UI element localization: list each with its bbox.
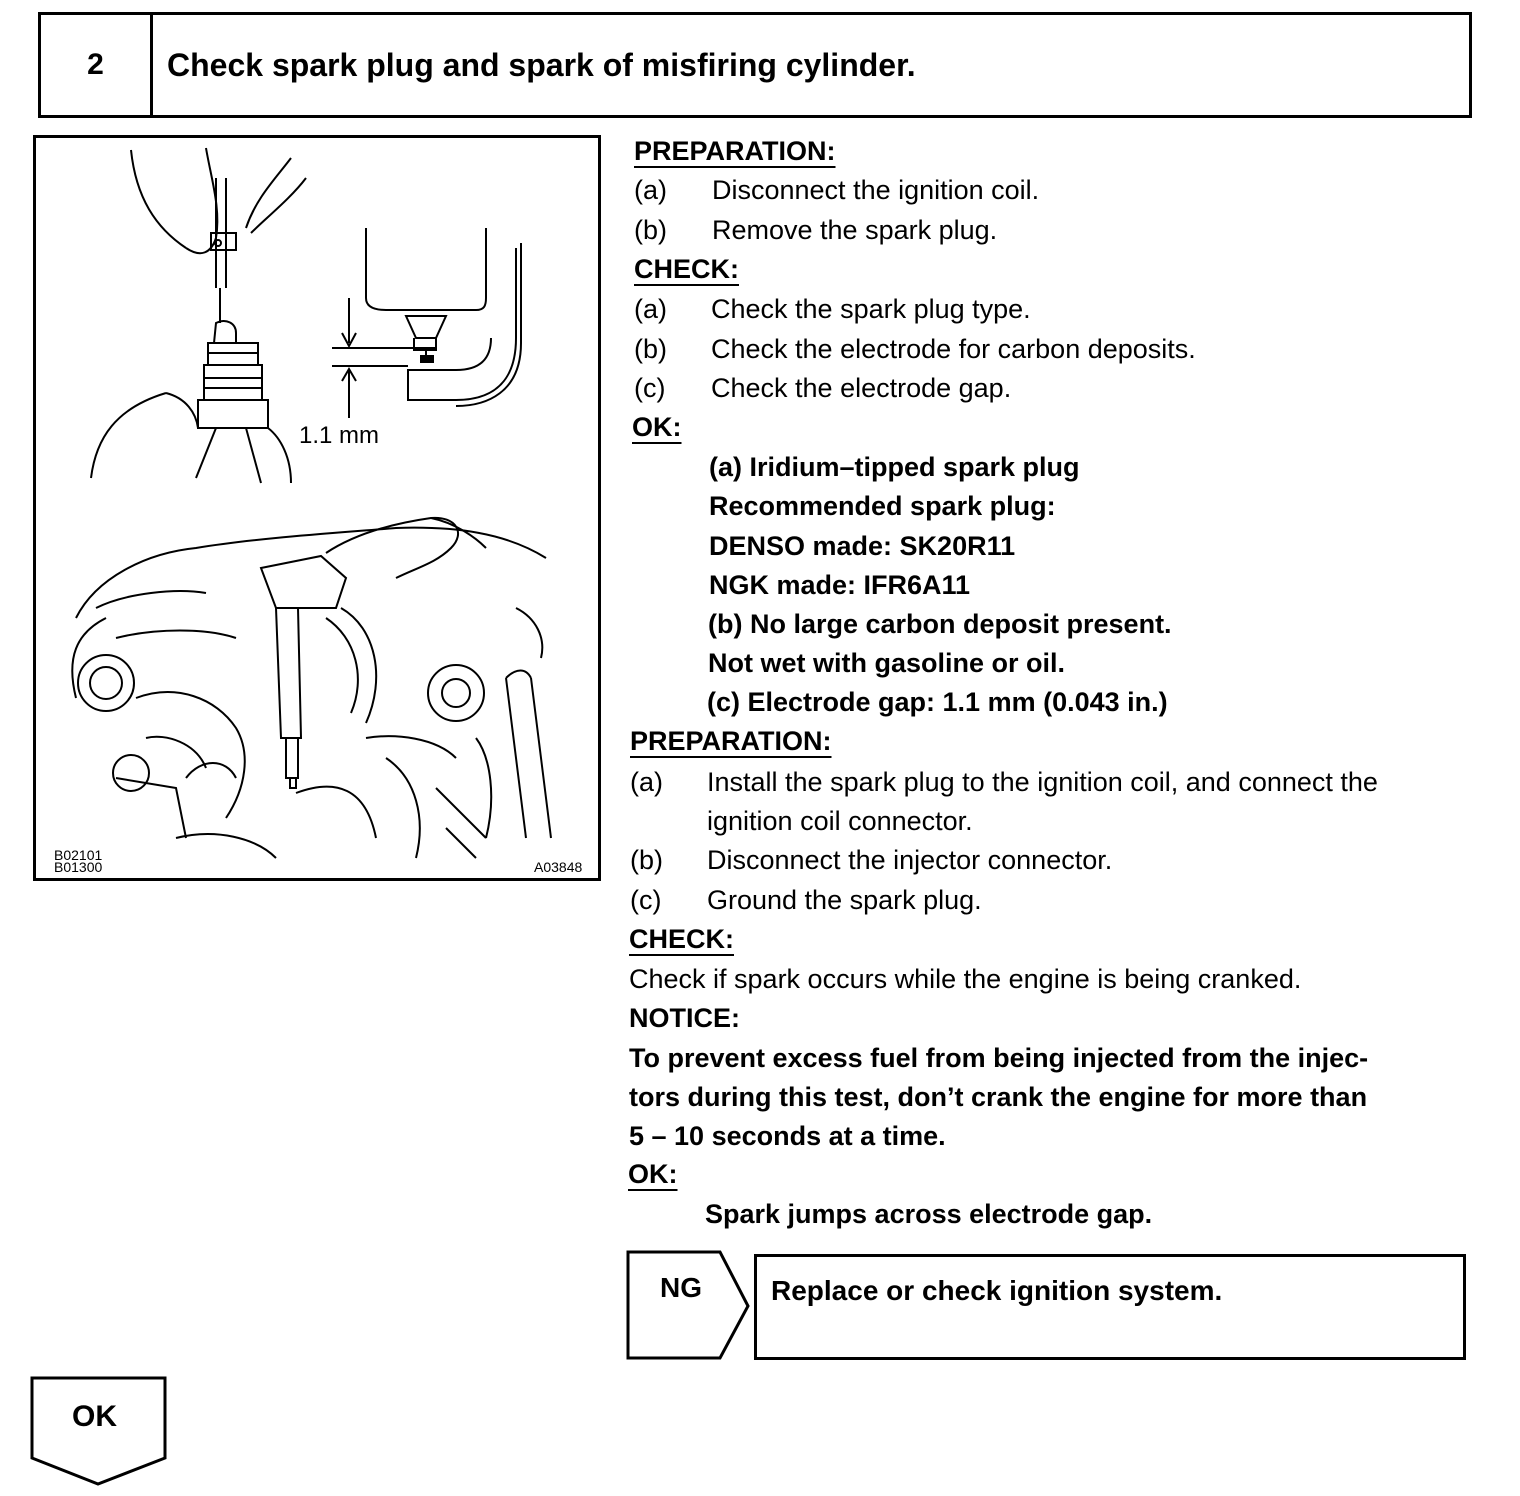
ng-arrow-shape [626,1250,752,1362]
notice-heading: NOTICE: [629,1003,740,1033]
prep2-label-c: (c) [630,885,662,915]
figure-code-1: B02101 [54,847,103,863]
preparation-heading-2: PREPARATION: [630,726,832,756]
check1-label-c: (c) [634,373,666,403]
check2-text: Check if spark occurs while the engine is being cranked. [629,964,1302,994]
ng-label: NG [660,1272,702,1303]
preparation-heading-1: PREPARATION: [634,136,836,166]
check1-text-c: Check the electrode gap. [711,373,1012,403]
illustration-drawing [36,138,598,878]
check-heading-1: CHECK: [634,254,739,284]
step-title: Check spark plug and spark of misfiring cylinder. [167,46,916,83]
ok1-line-6: Not wet with gasoline or oil. [708,648,1066,678]
check-heading-2: CHECK: [629,924,734,954]
ok2-text: Spark jumps across electrode gap. [705,1199,1153,1229]
notice-line-1: To prevent excess fuel from being injected from the injec- [629,1043,1369,1073]
check1-label-a: (a) [634,294,667,324]
ok-label: OK [72,1400,117,1433]
gap-dimension-label: 1.1 mm [299,422,380,449]
ok1-line-2: Recommended spark plug: [709,491,1056,521]
ok-heading-1: OK: [632,412,682,442]
step-number: 2 [41,15,153,115]
prep2-label-b: (b) [630,845,663,875]
figure-code-3: A03848 [534,859,583,875]
ok1-line-5: (b) No large carbon deposit present. [708,609,1172,639]
spark-plug-illustration [33,135,601,881]
step-header [38,12,1472,118]
prep1-text-b: Remove the spark plug. [712,215,998,245]
prep2-text-b: Disconnect the injector connector. [707,845,1113,875]
prep2-text-c: Ground the spark plug. [707,885,982,915]
ng-result-text: Replace or check ignition system. [771,1275,1223,1306]
prep2-label-a: (a) [630,767,663,797]
prep1-label-a: (a) [634,175,667,205]
ok1-line-7: (c) Electrode gap: 1.1 mm (0.043 in.) [707,687,1168,717]
ng-result-box [754,1254,1466,1360]
check1-label-b: (b) [634,334,667,364]
notice-line-3: 5 – 10 seconds at a time. [629,1121,946,1151]
prep1-text-a: Disconnect the ignition coil. [712,175,1040,205]
notice-line-2: tors during this test, don’t crank the engine for more than [629,1082,1368,1112]
ok-heading-2: OK: [628,1159,678,1189]
prep2-text-a: Install the spark plug to the ignition coil, and connect the [707,767,1378,797]
figure-code-2: B01300 [54,859,103,875]
check1-text-b: Check the electrode for carbon deposits. [711,334,1196,364]
ok1-line-3: DENSO made: SK20R11 [709,531,1016,561]
prep2-text-a2: ignition coil connector. [707,806,973,836]
ok1-line-4: NGK made: IFR6A11 [709,570,971,600]
prep1-label-b: (b) [634,215,667,245]
check1-text-a: Check the spark plug type. [711,294,1031,324]
ok1-line-1: (a) Iridium–tipped spark plug [709,452,1080,482]
